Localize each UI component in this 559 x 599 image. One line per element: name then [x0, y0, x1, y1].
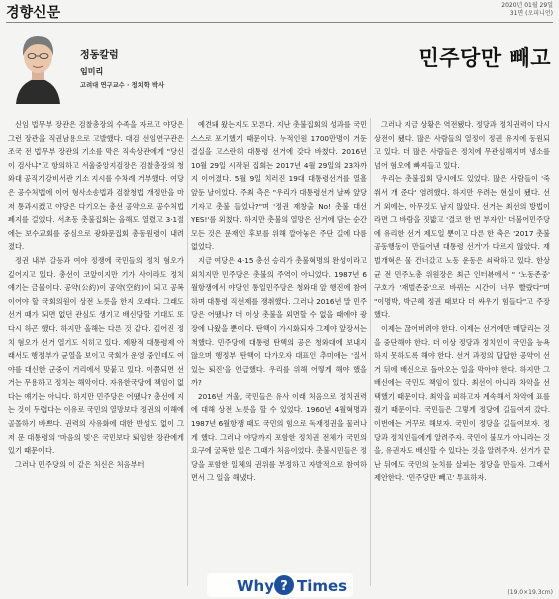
issue-page: 31면 (오피니언)	[509, 10, 553, 17]
author-name: 임미리	[80, 67, 104, 76]
author-photo	[10, 26, 66, 104]
paragraph: 2016년 겨울, 국민들은 유사 이래 처음으로 정치권력에 대해 상전 노릇을 할 수 있었다. 1960년 4월혁명과 1987년 6월항쟁 때도 국민의 힘으로 독재정권을 물러나게 했다. 그러나 야당까지 포함한 정치권 전체가 국민의 요구에 굴복한 일은 그때가 처음이었다. 촛불시민들은 정당을 포함한 일체의 권위를 부정하고 자발적으로 참여하면서 그 일을 해냈다.	[191, 391, 367, 483]
paragraph: 예견돼 왔는지도 모른다. 지난 촛불집회의 성과를 국민 스스로 포기했기 때문이다. 누적인원 1700만명이 거둔 결실을 고스란히 대통령 선거에 갖다 바쳤다. 2016년 10월 29일 시작된 집회는 2017년 4월 29일의 23차까지 이어졌다. 5월 9일 치러진 19대 대통령선거를 열흘 앞둔 날이었다. 주최 측은 "우리가 대통령선거 날짜 앞당기자고 촛불 들었나?"며 '정권 재창출 No! 촛불 대선 YES!'를 외쳤다. 하지만 촛불의 열망은 선거에 담는 순간 모든 것은 문재인 후보를 위해 깔아놓은 주단 길에 다름없었다.	[191, 120, 367, 252]
article-column-2	[191, 118, 367, 588]
clipping-size-note: (19.0×19.3cm)	[507, 589, 553, 596]
paragraph: 그러나 민주당의 이 같은 처신은 처음부터	[15, 459, 145, 469]
article-column-1	[8, 118, 184, 588]
paragraph: 신임 법무부 장관은 검찰총장의 수족을 자르고 야당은 그런 장관을 직권남용으로 고발했다. 대검 선임연구관은 조국 전 법무부 장관의 기소를 막은 직속상관에게 "당신이 검사냐"고 항의하고 서울중앙지검장은 검찰총장의 청와대 공직기강비서관 기소 지시를 수차례 거부했다. 여당은 공수처법에 이어 형사소송법과 검찰청법 개정안을 마저 통과시켰고 야당은 다기오는 총선 공약으로 공수처법 폐지를 걸었다. 서초동 촛불집회는 올해도 열렸고 3·1절에는 보수교회를 중심으로 광화문집회 총동원령이 내려졌다.	[8, 120, 184, 252]
article-column-3	[374, 118, 550, 588]
svg-text:Why: Why	[237, 577, 275, 595]
header-divider	[6, 22, 553, 23]
paragraph: 지금 여당은 4·15 총선 승리가 촛불혁명의 완성이라고 외치지만 민주당은 촛불의 주역이 아니었다. 1987년 6월항쟁에서 야당인 통일민주당은 청와대 앞 행진에 참여하며 대통령 직선제를 쟁취했다. 그러나 2016년 말 민주당은 어땠나? 더 이상 촛불을 외면할 수 없을 때에야 광장에 나왔을 뿐이다. 탄핵이 가시화되자 그제야 앞장서는 척했다. 민주당에 대통령 탄핵의 공은 청와대에 보내지 않으며 행정부 탄핵이 다가오자 대표인 추미애는 '질서 있는 퇴진'을 언급했다. 우리를 위해 어떻게 해야 했을까?	[191, 255, 367, 388]
issue-info	[501, 2, 553, 18]
svg-text:Times: Times	[297, 577, 348, 595]
paragraph: 정권 내부 갈등과 여야 정쟁에 국민들의 정치 혐오가 깊어지고 있다. 총선이 코앞이지만 기가 사이라도 정치 얘기는 금물이다. 공약(公約)이 공약(空約)이 되고 공복이어야 할 국회의원이 상전 노릇을 한지 오래다. 그래도 선거 때가 되면 없던 관심도 생기고 배신당할 기대도 또다시 하곤 했다. 하지만 올해는 다른 것 같다. 깊어진 정치 혐오가 선거 열기도 식히고 있다. 제왕적 대통령제 아래서도 행정부가 균열을 보이고 국회가 운영 중인데도 여야를 대신한 군중이 거리에서 맞붙고 있다. 이쯤되면 선거는 무용하고 정치는 해악이다. 자유한국당에 책임이 없다는 얘기는 아니다. 하지만 민주당은 어땠나? 총선에 지는 것이 두렵다는 이유로 국민의 열망보다 정권의 이해에 골몰하기 바쁘다. 권력의 사유화에 대한 반성도 없이 그저 문 대통령의 '마음의 빚'은 국민보다 퇴임한 장관에게 있기 때문이다.	[8, 255, 184, 456]
paragraph: 그러나 지금 상황은 역전됐다. 정당과 정치권력이 다시 상전이 됐다. 많은 사람들의 열정이 정권 유지에 동원되고 있다. 더 많은 사람들은 정치에 무관심해지며 냉소를 넘어 혐오에 빠져들고 있다.	[374, 120, 550, 170]
author-affiliation: 고려대 연구교수 · 정치학 박사	[80, 82, 165, 89]
column-divider	[187, 118, 188, 586]
why-times-watermark	[207, 572, 353, 598]
paragraph: 이제는 끊어버려야 한다. 이제는 선거에만 매달리는 것을 중단해야 한다. 더 이상 정당과 정치인이 국민을 능욕하지 못하도록 해야 한다. 선거 과정의 답답한 공약이 선거 뒤에 배신으로 돌아오는 일을 막아야 한다. 하지만 그 배신에는 국민도 책임이 있다. 최선이 아니라 차악을 선택했기 때문이다. 최악을 피하고자 계속해서 차악에 표를 줬기 때문이다. 국민들은 그렇게 정당에 길들여져 갔다. 이번에는 거꾸로 해보자. 국민이 정당을 길들여보자. 정당과 정치인들에게 알려주자. 국민이 불모가 아니라는 것을, 유권자도 배신할 수 있다는 것을 알려주자. 선거가 끝난 뒤에도 국민의 눈치를 살피는 정당을 만들자. 그래서 제안한다. '민주당만 빼고' 투표하자.	[374, 323, 550, 483]
article-headline: 민주당만 빼고	[418, 45, 551, 70]
newspaper-masthead: 경향신문	[6, 5, 61, 21]
column-divider	[370, 118, 371, 586]
paragraph: 우리는 촛불집회 당시에도 있었다. 많은 사람들이 '죽 쒀서 개 준다' 염려했다. 하지만 우려는 현실이 됐다. 선거 외에는, 아무것도 남지 않았다. 선거는 최선의 방법이라면 그 바람을 짓밟고 '결코 한 번 부자인' 더불어민주당에 유리한 선거 제도일 뿐이고 다른 한 축은 '2017 촛불공동행동이 만들어낸 대통령 선거'가 다르지 않았다. 재벌개혁은 물 건너갔고 노동 운동은 쇠락하고 있다. 한상균 전 민주노총 위원장은 최근 인터뷰에서 " '노동존중' 구호가 '재벌존중'으로 바뀌는 시간이 너무 빨랐다"며 "이명박, 박근혜 정권 때보다 더 싸우기 힘들다"고 주장했다.	[374, 174, 550, 320]
issue-date: 2020년 01월 29일	[501, 2, 553, 9]
svg-text:?: ?	[280, 579, 288, 594]
column-label: 정동칼럼	[80, 50, 119, 61]
